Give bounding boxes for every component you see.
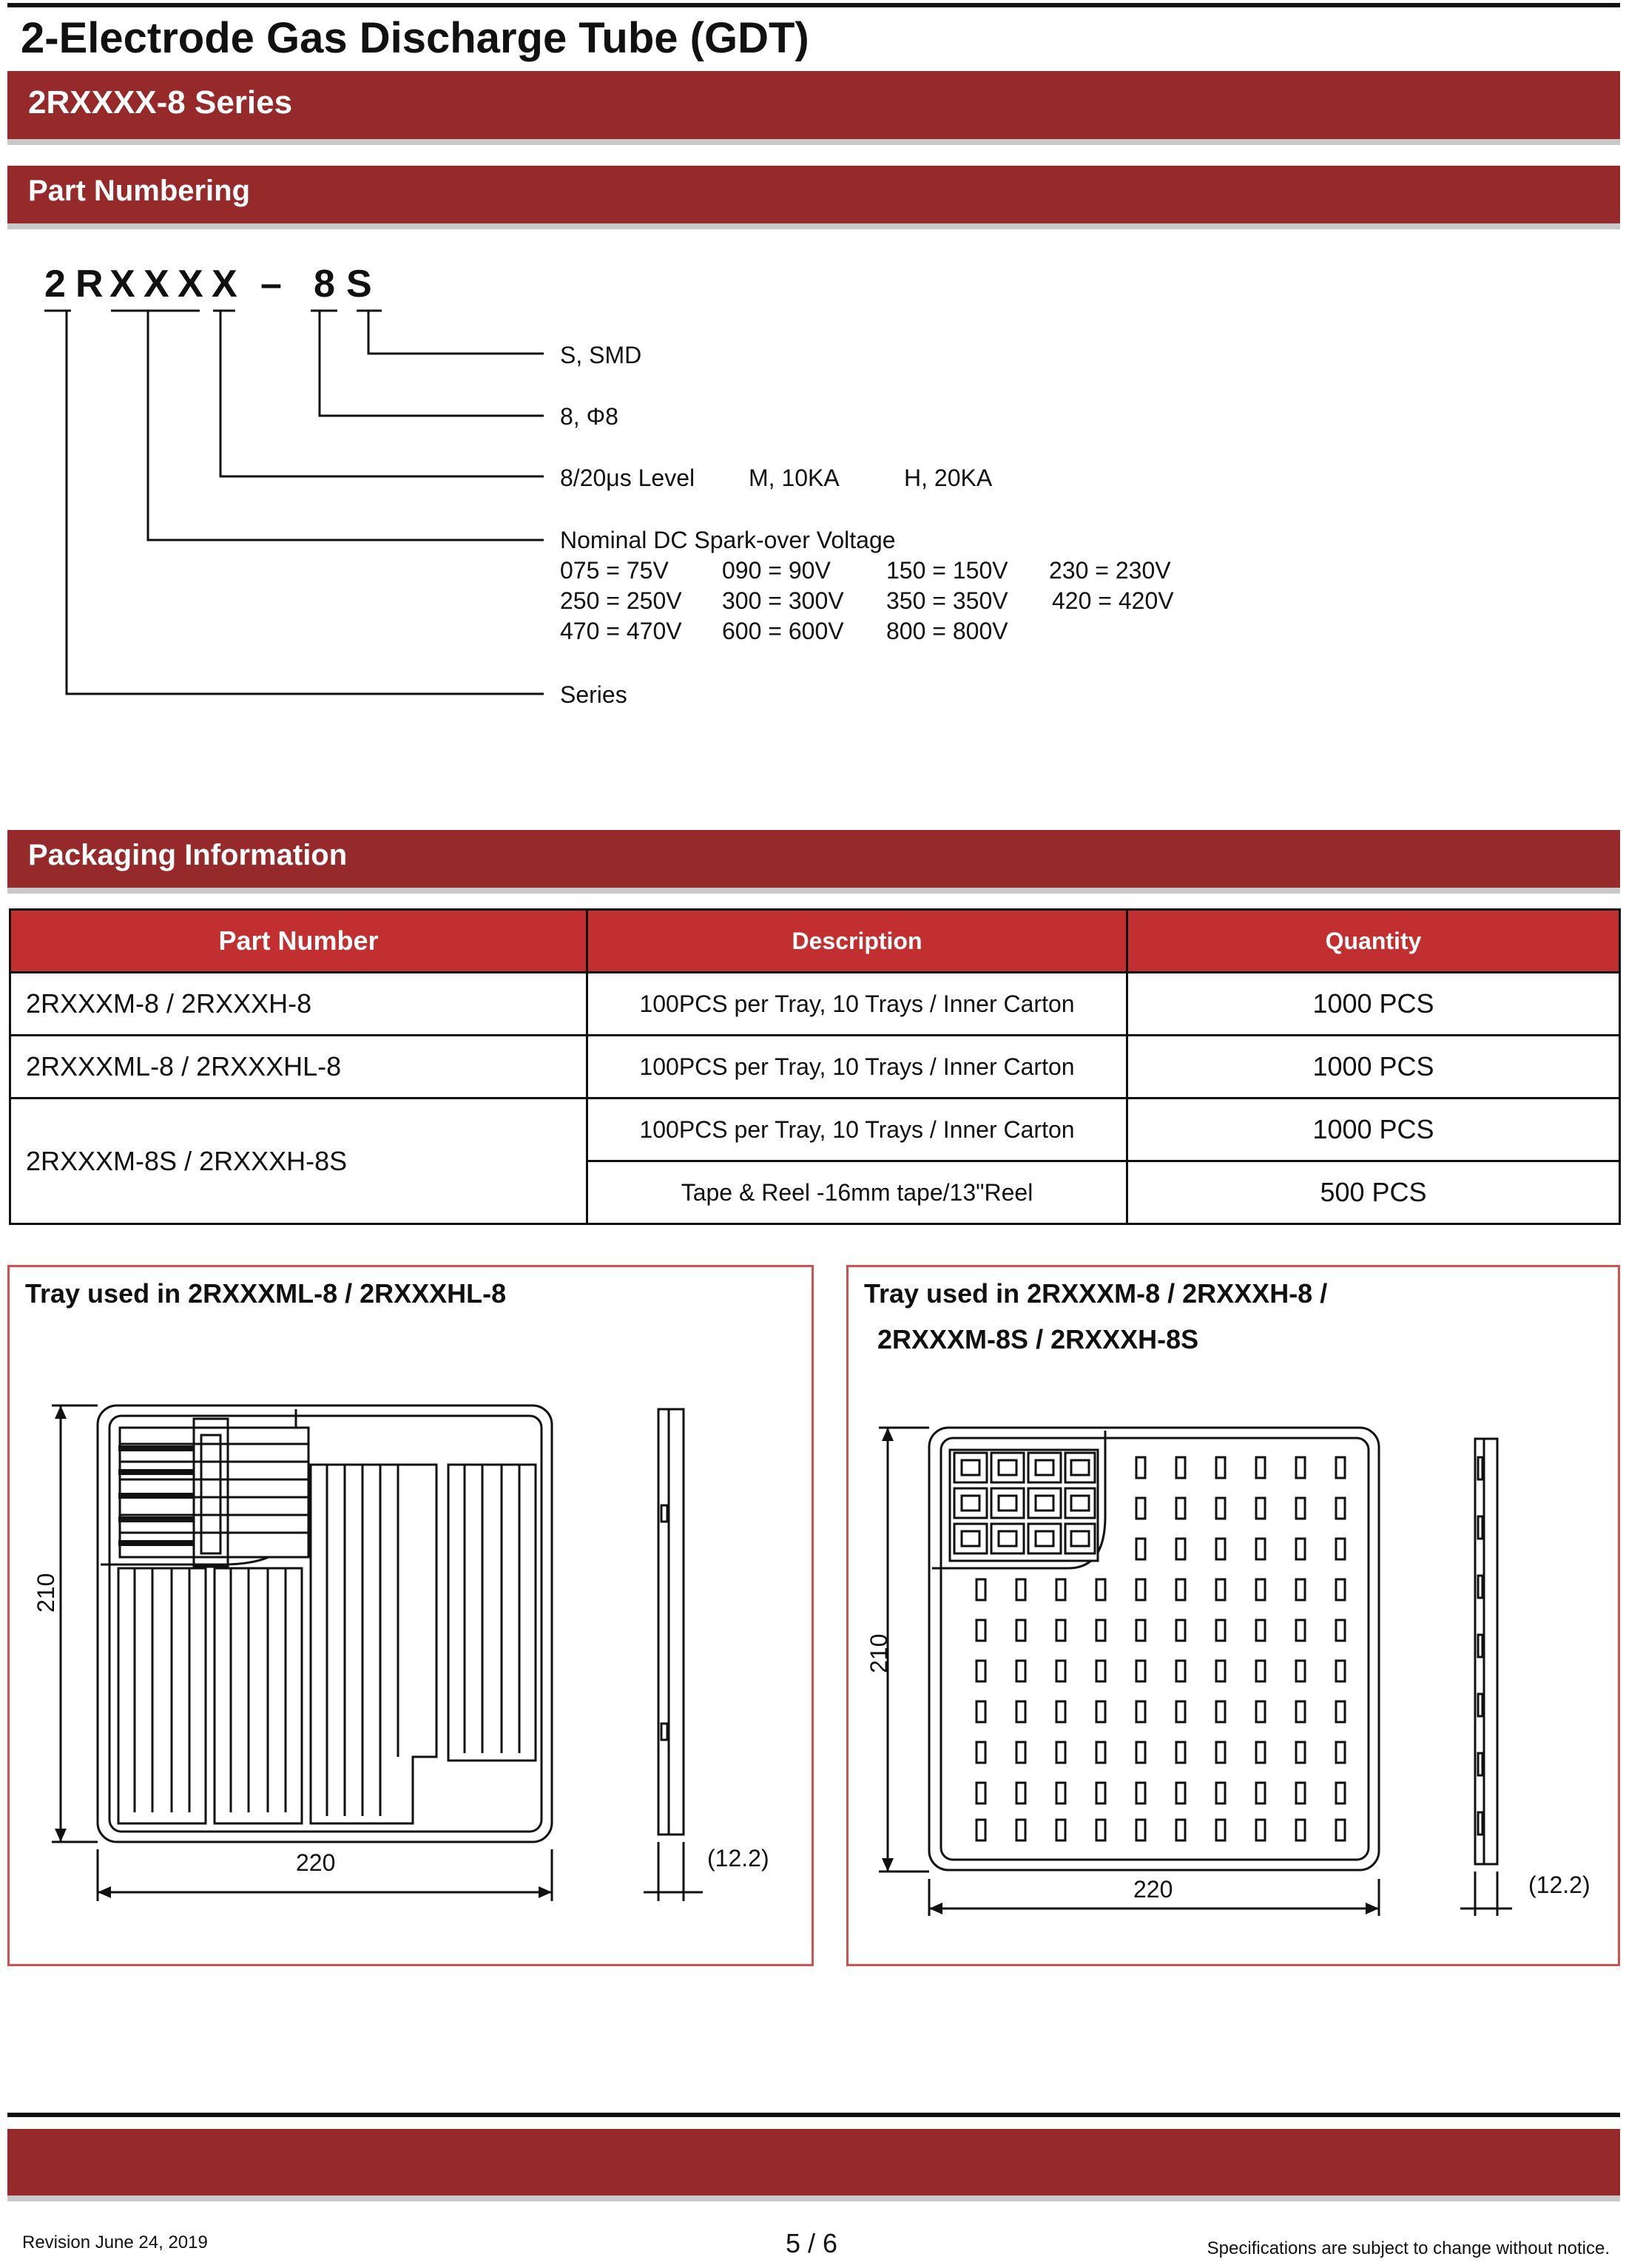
part-number-cell: 2RXXXM-8 / 2RXXXH-8 [10,973,587,1036]
col-header-part-number: Part Number [10,910,587,973]
voltage-code: 075 = 75V [560,557,669,584]
height-dimension: 210 [33,1573,59,1613]
voltage-title: Nominal DC Spark-over Voltage [560,527,896,553]
voltage-code: 300 = 300V [722,587,844,614]
code-char: X [212,263,237,306]
code-char: X [144,263,169,306]
table-row [10,1098,1620,1161]
voltage-code: 470 = 470V [560,618,682,644]
table-header-row [10,910,1620,973]
revision-text: Revision June 24, 2019 [22,2232,208,2252]
voltage-code: 090 = 90V [722,557,831,584]
code-char: X [178,263,203,306]
voltage-code: 420 = 420V [1052,587,1174,614]
notice-text: Specifications are subject to change without notice. [1207,2238,1610,2258]
description-cell: 100PCS per Tray, 10 Trays / Inner Carton [587,1036,1127,1098]
voltage-code: 150 = 150V [886,557,1008,584]
level-label: 8/20μs Level [560,465,695,491]
width-dimension: 220 [296,1849,336,1876]
quantity-cell: 1000 PCS [1127,973,1620,1036]
width-dimension: 220 [1133,1876,1173,1903]
series-banner: 2RXXXX-8 Series [7,71,1620,139]
thickness-dimension: (12.2) [1528,1872,1590,1898]
quantity-cell: 1000 PCS [1127,1098,1620,1161]
code-char: R [75,263,104,306]
series-label: Series [560,681,627,708]
packaging-table [9,908,1621,1225]
col-header-quantity: Quantity [1127,910,1620,973]
level-h-label: H, 20KA [904,465,993,491]
voltage-code: 600 = 600V [722,618,844,644]
tray-left-title: Tray used in 2RXXXML-8 / 2RXXXHL-8 [25,1278,507,1309]
thickness-dimension: (12.2) [707,1845,769,1872]
tray-right-drawing [846,1368,1620,1960]
tray-right-title-line1: Tray used in 2RXXXM-8 / 2RXXXH-8 / [864,1278,1328,1309]
smd-label: S, SMD [560,342,642,368]
footer-band [7,2129,1620,2196]
code-char: X [109,263,135,306]
page-title: 2-Electrode Gas Discharge Tube (GDT) [21,14,809,62]
description-cell: Tape & Reel -16mm tape/13"Reel [587,1161,1127,1224]
code-char: 8 [314,263,335,306]
part-number-cell: 2RXXXML-8 / 2RXXXHL-8 [10,1036,587,1098]
code-char: S [346,263,372,306]
page-number: 5 / 6 [786,2228,838,2258]
table-row [10,1036,1620,1098]
description-cell: 100PCS per Tray, 10 Trays / Inner Carton [587,973,1127,1036]
quantity-cell: 500 PCS [1127,1161,1620,1224]
height-dimension: 210 [866,1633,892,1673]
diameter-label: 8, Φ8 [560,403,618,430]
packaging-heading: Packaging Information [7,830,1620,888]
col-header-description: Description [587,910,1127,973]
tray-left-drawing [7,1324,814,1960]
level-m-label: M, 10KA [749,465,840,491]
quantity-cell: 1000 PCS [1127,1036,1620,1098]
table-row [10,973,1620,1036]
code-char: – [260,263,282,306]
voltage-code: 250 = 250V [560,587,682,614]
description-cell: 100PCS per Tray, 10 Trays / Inner Carton [587,1098,1127,1161]
voltage-code: 800 = 800V [886,618,1008,644]
part-number-cell: 2RXXXM-8S / 2RXXXH-8S [10,1098,587,1224]
voltage-code: 230 = 230V [1049,557,1171,584]
part-numbering-heading: Part Numbering [7,166,1620,223]
code-char: 2 [44,263,66,306]
tray-right-title-line2: 2RXXXM-8S / 2RXXXH-8S [877,1324,1199,1354]
voltage-code: 350 = 350V [886,587,1008,614]
footer-rule [7,2113,1620,2117]
